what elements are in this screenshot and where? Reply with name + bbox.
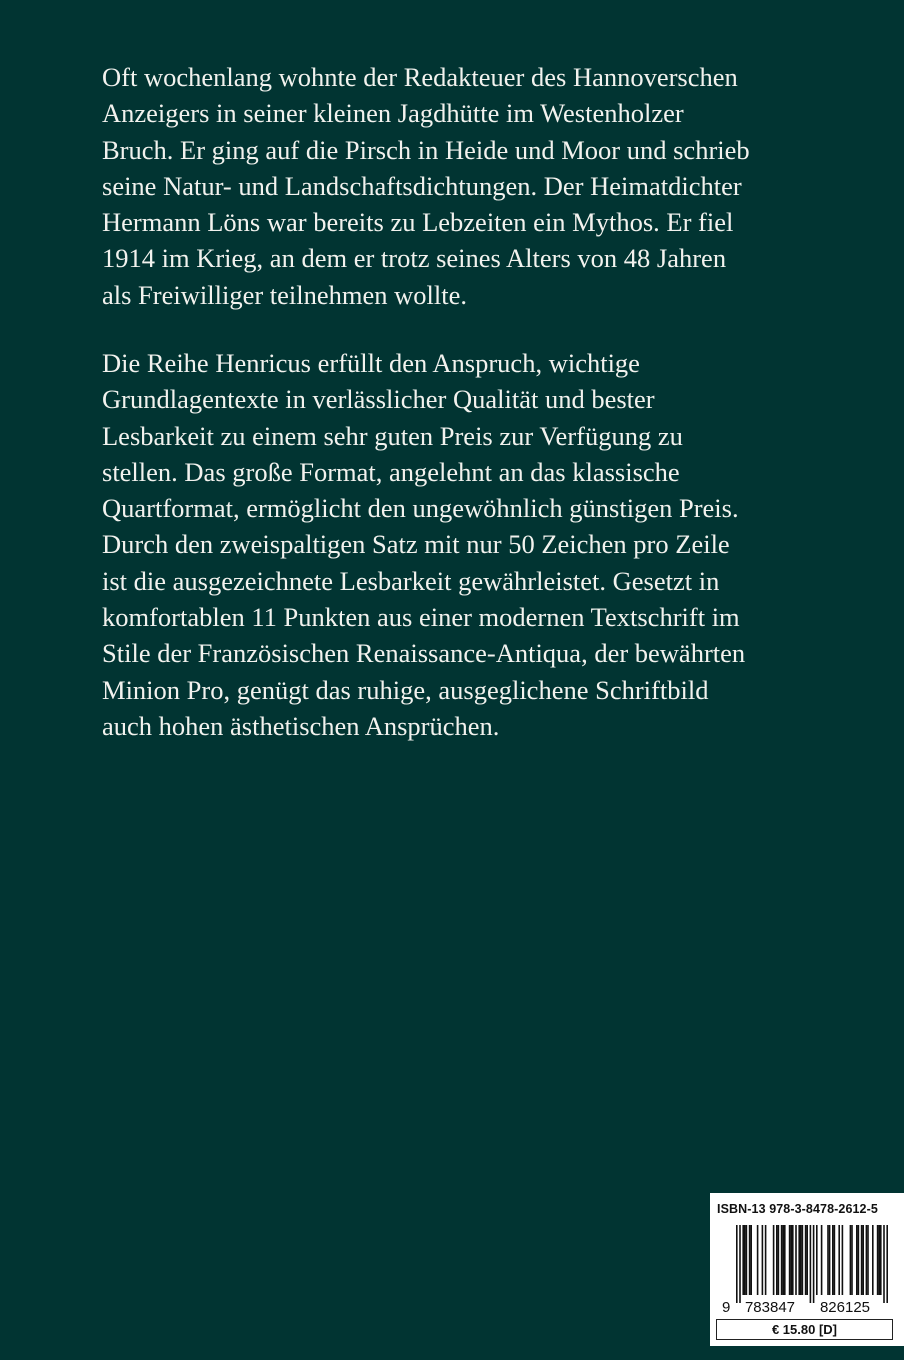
text-line: Lesbarkeit zu einem sehr guten Preis zur Verfügung zu: [102, 420, 683, 451]
barcode-digit-first: 9: [722, 1299, 731, 1316]
barcode-bar: [805, 1225, 807, 1295]
price-label: € 15.80 [D]: [716, 1319, 893, 1340]
barcode-bar: [878, 1225, 880, 1295]
barcode-bar: [883, 1225, 885, 1303]
barcode-bar: [776, 1225, 778, 1295]
text-line: auch hohen ästhetischen Ansprüchen.: [102, 710, 500, 741]
barcode-bar: [862, 1225, 864, 1295]
text-line: seine Natur- und Landschaftsdichtungen. Der Heimatdichter: [102, 170, 742, 201]
text-line: Oft wochenlang wohnte der Redakteuer des Hannoverschen: [102, 62, 738, 92]
barcode-panel: [710, 1193, 904, 1346]
barcode-bar: [827, 1225, 829, 1295]
barcode-bar: [765, 1225, 767, 1295]
barcode-bar: [778, 1225, 780, 1295]
barcode-bar: [851, 1225, 853, 1295]
barcode-bar: [746, 1225, 748, 1295]
barcode-bar: [757, 1225, 759, 1295]
text-line: Hermann Löns war bereits zu Lebzeiten ein Mythos. Er fiel: [102, 207, 734, 238]
barcode-bar: [834, 1225, 836, 1295]
barcode-bar: [810, 1225, 812, 1303]
barcode-bar: [798, 1225, 800, 1295]
barcode-bar: [792, 1225, 794, 1295]
barcode-bar: [802, 1225, 804, 1295]
text-line: ist die ausgezeichnete Lesbarkeit gewährleistet. Gesetzt in: [102, 565, 720, 596]
barcode-bar: [813, 1225, 815, 1303]
text-line: Grundlagentexte in verlässlicher Qualität und bester: [102, 384, 655, 415]
barcode-bar: [858, 1225, 860, 1295]
barcode-bar: [867, 1225, 869, 1295]
text-line: 1914 im Krieg, an dem er trotz seines Alters von 48 Jahren: [102, 243, 727, 274]
barcode-bar: [739, 1225, 741, 1303]
barcode-digits-left: 783847: [744, 1299, 796, 1316]
blurb-paragraph-series: [102, 345, 882, 744]
barcode-bar: [742, 1225, 744, 1295]
barcode-bar: [762, 1225, 764, 1295]
barcode-bar: [832, 1225, 834, 1295]
barcode-bar: [829, 1225, 831, 1295]
barcode-bar: [736, 1225, 738, 1303]
barcode-bar: [816, 1225, 818, 1295]
barcode-bar: [877, 1225, 879, 1295]
isbn-label: ISBN-13 978-3-8478-2612-5: [717, 1202, 878, 1216]
text-line: als Freiwilliger teilnehmen wollte.: [102, 279, 468, 310]
barcode-bar: [821, 1225, 823, 1295]
text-line: Quartformat, ermöglicht den ungewöhnlich günstigen Preis.: [102, 493, 739, 524]
barcode-bar: [872, 1225, 874, 1295]
text-line: Bruch. Er ging auf die Pirsch in Heide und Moor und schrieb: [102, 134, 750, 165]
text-line: Durch den zweispaltigen Satz mit nur 50 Zeichen pro Zeile: [102, 529, 730, 560]
text-line: Anzeigers in seiner kleinen Jagdhütte im Westenholzer: [102, 98, 684, 129]
barcode-bar: [880, 1225, 882, 1295]
barcode-digits-right: 826125: [819, 1299, 871, 1316]
barcode-bar: [750, 1225, 752, 1295]
barcode-bar: [790, 1225, 792, 1295]
barcode-bar: [781, 1225, 783, 1295]
barcode-bar: [800, 1225, 802, 1295]
barcode-bar: [861, 1225, 863, 1295]
barcode-bar: [782, 1225, 784, 1295]
barcode-bar: [850, 1225, 852, 1295]
barcode-bar: [749, 1225, 751, 1295]
barcode-bar: [856, 1225, 858, 1295]
barcode-bar: [806, 1225, 808, 1295]
barcode-bar: [789, 1225, 791, 1295]
barcode-bar: [842, 1225, 844, 1295]
barcode-bar: [838, 1225, 840, 1295]
barcode-bars: [736, 1225, 888, 1303]
barcode-bar: [795, 1225, 797, 1295]
barcode-bar: [773, 1225, 775, 1295]
blurb-paragraph-author: [102, 59, 882, 313]
barcode-bar: [886, 1225, 888, 1303]
text-line: stellen. Das große Format, angelehnt an das klassische: [102, 456, 680, 487]
barcode-bar: [784, 1225, 786, 1295]
text-line: komfortablen 11 Punkten aus einer modernen Textschrift im: [102, 602, 740, 633]
text-line: Die Reihe Henricus erfüllt den Anspruch, wichtige: [102, 348, 640, 378]
barcode-bar: [866, 1225, 868, 1295]
text-line: Minion Pro, genügt das ruhige, ausgeglichene Schriftbild: [102, 674, 709, 705]
text-line: Stile der Französischen Renaissance-Antiqua, der bewährten: [102, 638, 746, 669]
barcode-bar: [744, 1225, 746, 1295]
